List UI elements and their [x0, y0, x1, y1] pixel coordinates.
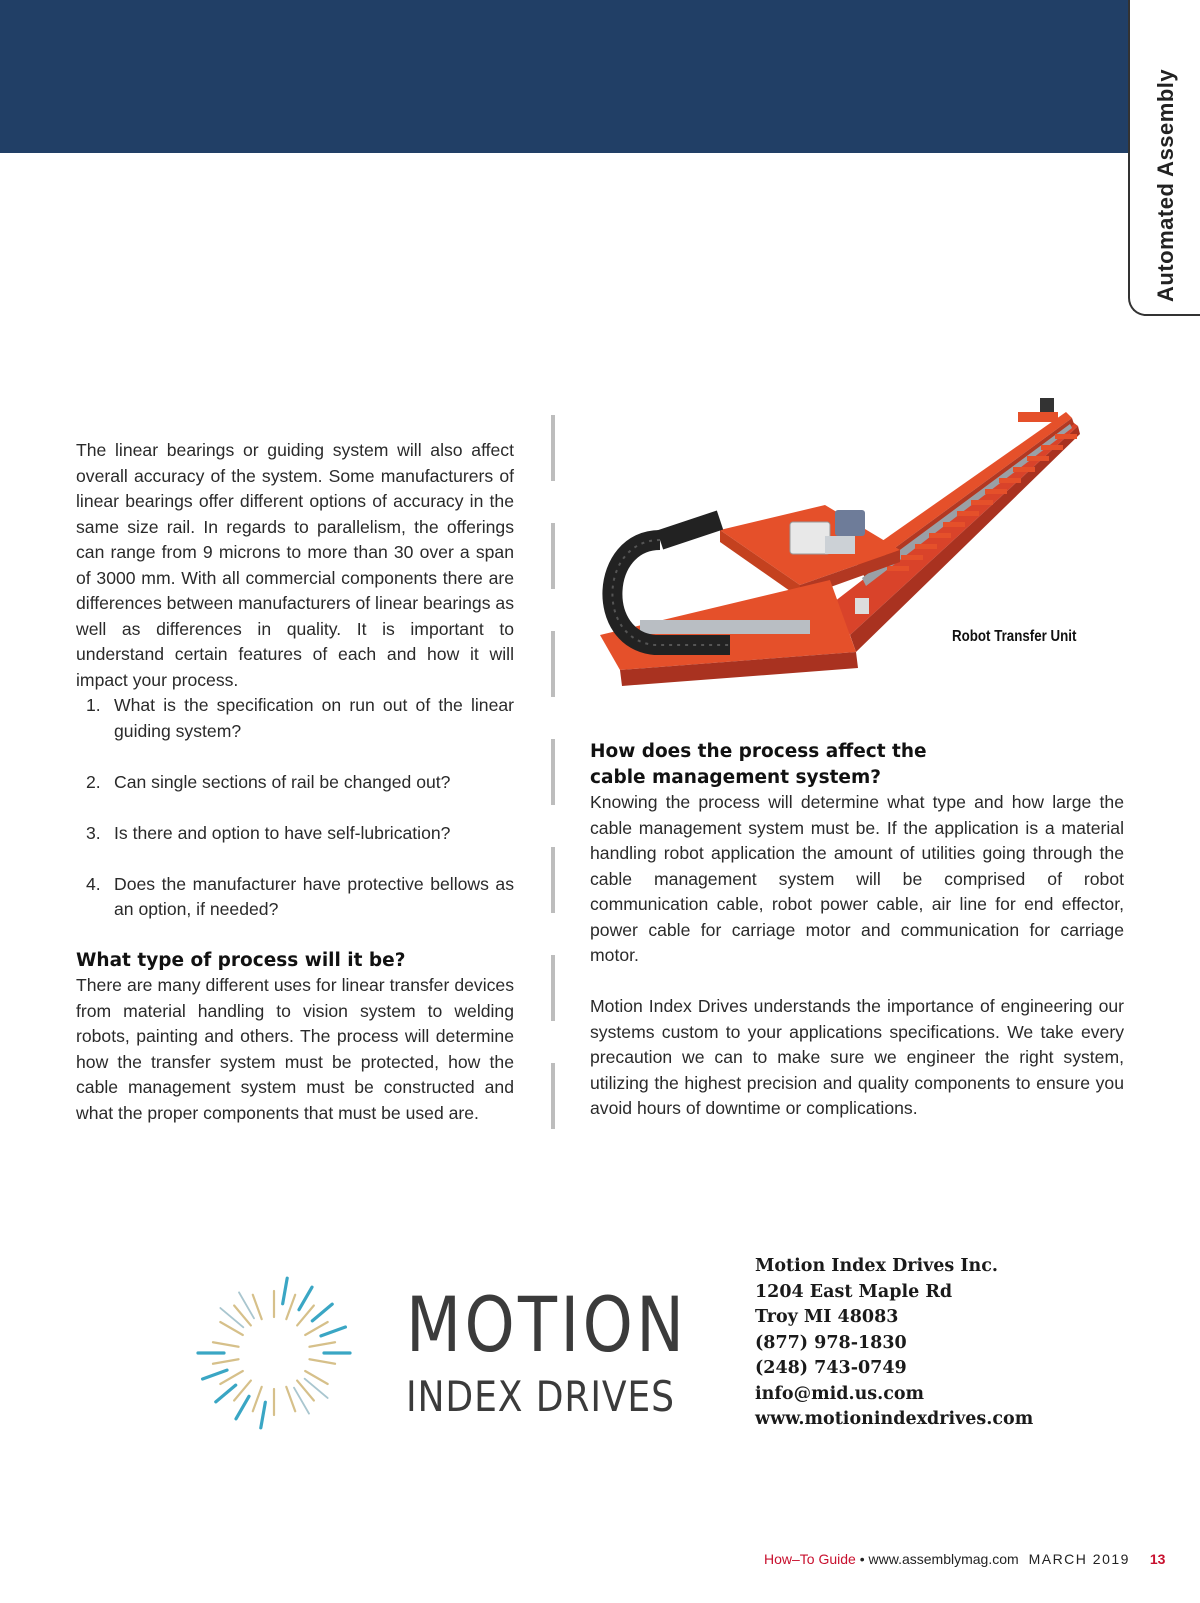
- contact-block: [755, 1254, 1033, 1433]
- process-type-heading: What type of process will it be?: [76, 949, 406, 971]
- email-link[interactable]: info@mid.us.com: [755, 1383, 925, 1404]
- company-name: Motion Index Drives Inc.: [755, 1256, 999, 1276]
- column-divider: [551, 1063, 555, 1129]
- section-tab-label: Automated Assembly: [1153, 68, 1178, 302]
- list-number: 3.: [86, 822, 101, 843]
- page-number: 13: [1149, 1551, 1166, 1567]
- footer-guide-label: How–To Guide: [764, 1551, 856, 1567]
- logo-word-motion: MOTION: [406, 1280, 688, 1369]
- list-text: Does the manufacturer have protective bellows as an option, if needed?: [114, 873, 514, 919]
- footer-issue-date: MARCH 2019: [1028, 1551, 1130, 1567]
- list-number: 1.: [86, 695, 101, 715]
- cable-heading-line1: How does the process affect the: [590, 741, 927, 762]
- list-item: [76, 770, 514, 796]
- cable-paragraph: Knowing the process will determine what type and how large the cable management system must be. If the application is a material handling robot application the amount of utilities going through the cable management system will be comprised of robot communication cable, robot power cable, air line for end effector, power cable for carriage motor and communication for carriage motor.: [590, 792, 1124, 965]
- list-text: Can single sections of rail be changed out?: [114, 771, 451, 792]
- intro-paragraph: The linear bearings or guiding system will also affect overall accuracy of the system. Some manufacturers of linear bearings offer different options of accuracy in the same size rail. In regards to parallelism, the offerings can range from 9 microns to more than 30 over a span of 3000 mm. With all commercial components there are differences between manufacturers of linear bearings as well as differences in quality. It is important to understand certain features of each and how it will impact your process.: [76, 440, 514, 690]
- logo-word-index-drives: INDEX DRIVES: [406, 1372, 675, 1421]
- column-divider: [551, 415, 555, 481]
- website-link[interactable]: www.motionindexdrives.com: [755, 1409, 1034, 1429]
- left-column: [76, 438, 514, 1126]
- cable-heading-line2: cable management system?: [590, 766, 881, 788]
- list-item: [76, 821, 514, 847]
- list-number: 4.: [86, 873, 101, 894]
- column-divider: [551, 847, 555, 913]
- column-divider: [551, 523, 555, 589]
- column-divider: [551, 631, 555, 697]
- street-address: 1204 East Maple Rd: [755, 1281, 953, 1302]
- column-divider: [551, 739, 555, 805]
- phone-number: (248) 743-0749: [755, 1358, 907, 1378]
- list-text: Is there and option to have self-lubrication?: [114, 822, 451, 843]
- footer-site-link[interactable]: www.assemblymag.com: [868, 1551, 1019, 1567]
- process-type-paragraph: There are many different uses for linear transfer devices from material handling to vision system to welding robots, painting and others. The process will determine how the transfer system must be protected, how the cable management system must be constructed and what the proper components that must be used are.: [76, 975, 514, 1123]
- footer-separator: •: [859, 1551, 865, 1567]
- header-band: [0, 0, 1128, 153]
- list-item: [76, 872, 514, 923]
- right-column: [590, 739, 1124, 1122]
- question-list: [76, 693, 514, 923]
- phone-number: (877) 978-1830: [755, 1332, 907, 1353]
- column-divider: [551, 955, 555, 1021]
- list-number: 2.: [86, 771, 101, 792]
- list-text: What is the specification on run out of the linear guiding system?: [114, 695, 514, 741]
- figure-caption: Robot Transfer Unit: [952, 628, 1077, 645]
- engineering-paragraph: Motion Index Drives understands the importance of engineering our systems custom to your applications specifications. We take every precaution we can to make sure we engineer the right system, utilizing the highest precision and quality components to ensure you avoid hours of downtime or complications.: [590, 996, 1124, 1118]
- motion-index-drives-logo-icon: [194, 1273, 354, 1433]
- page-footer: [764, 1551, 1165, 1567]
- list-item: [76, 693, 514, 744]
- city-address: Troy MI 48083: [755, 1307, 899, 1327]
